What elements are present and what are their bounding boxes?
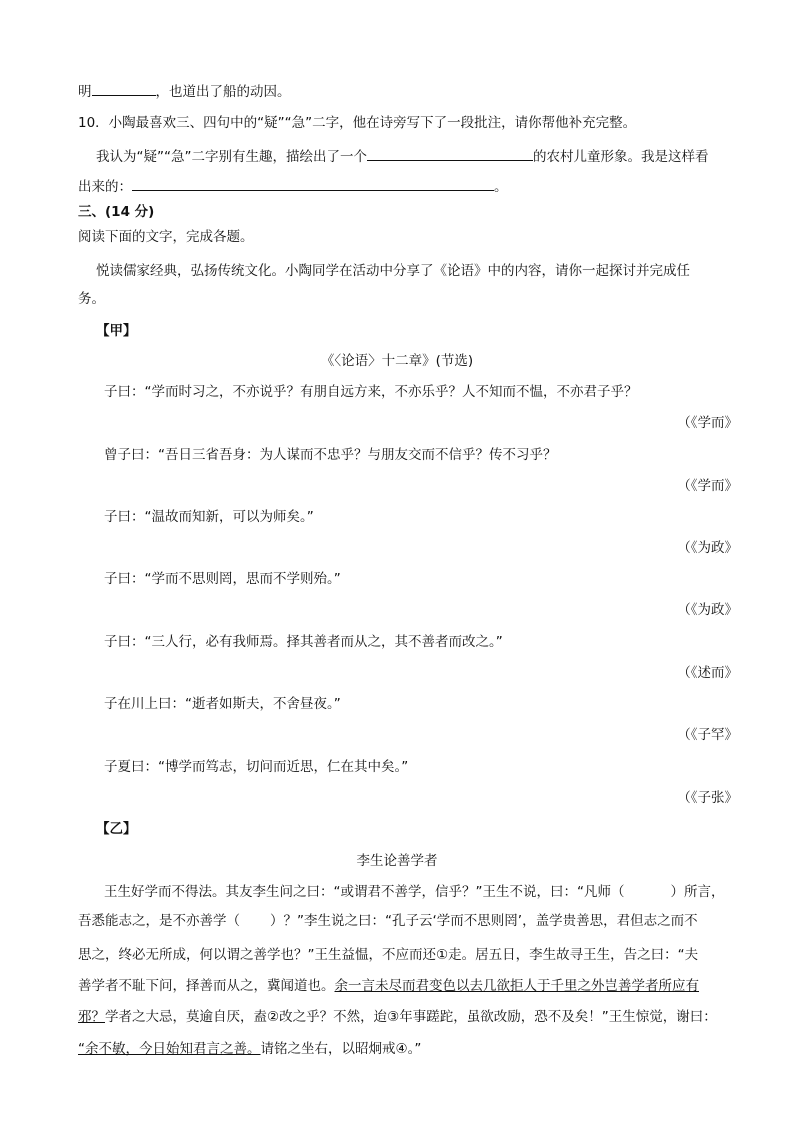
q10-line1-pre: 我认为“疑”“急”二字别有生趣，描绘出了一个: [96, 149, 367, 165]
q9-tail-pre: 明: [78, 84, 92, 100]
yi-line-1: [104, 883, 724, 901]
yi-line-4: [78, 977, 699, 995]
jia-entry-5: 子曰：“三人行，必有我师焉。择其善者而从之，其不善者而改之。”: [104, 634, 503, 650]
section3-instruction: 阅读下面的文字，完成各题。: [78, 229, 254, 245]
section3-intro-line2: 务。: [78, 291, 105, 307]
q10-line2-post: 。: [494, 179, 508, 195]
jia-title: 《〈论语〉十二章》(节选): [320, 353, 474, 369]
jia-entry-4: 子曰：“学而不思则罔，思而不学则殆。”: [104, 571, 341, 587]
q9-answer-blank[interactable]: [92, 81, 156, 96]
jia-source-6: （《子罕》: [677, 727, 738, 743]
jia-source-5: （《述而》: [677, 665, 738, 681]
yi-line-4-a: 善学者不耻下问，择善而从之，冀闻道也。: [78, 978, 335, 994]
yi-line-6: [78, 1040, 421, 1058]
jia-label: 【甲】: [96, 323, 137, 339]
jia-entry-3: 子曰：“温故而知新，可以为师矣。”: [104, 509, 314, 525]
section3-heading: 三、(14 分): [78, 204, 155, 220]
yi-underlined-sentence-1: 余一言未尽而君变色以去几欲拒人于千里之外岂善学者所应有: [334, 978, 699, 994]
q10-line1-post: 的农村儿童形象。我是这样看: [532, 149, 709, 165]
yi-line-5-b: 学者之大忌，莫逾自厌，盍②改之乎？不然，迨③年事蹉跎，虽欲改励，恐不及矣！”王生惊觉，谢曰：: [105, 1009, 717, 1025]
yi-line-2: [78, 912, 698, 930]
jia-entry-1: 子曰：“学而时习之，不亦说乎？有朋自远方来，不亦乐乎？人不知而不愠，不亦君子乎？: [104, 384, 638, 400]
yi-title: 李生论善学者: [356, 853, 438, 869]
section3-intro-line1: 悦读儒家经典，弘扬传统文化。小陶同学在活动中分享了《论语》中的内容，请你一起探讨并完成任: [96, 263, 690, 279]
yi-line-2-b: ）？”李生说之曰：“孔子云‘学而不思则罔’，盖学贵善思，君但志之而不: [270, 913, 698, 929]
yi-underlined-sentence-2: “余不敏，今日始知君言之善。: [78, 1041, 261, 1057]
jia-entry-7: 子夏曰：“博学而笃志，切问而近思，仁在其中矣。”: [104, 759, 409, 775]
jia-source-4: （《为政》: [677, 602, 738, 618]
jia-source-3: （《为政》: [677, 540, 738, 556]
yi-label: 【乙】: [96, 821, 137, 837]
yi-line-1-b: ）所言，: [670, 884, 725, 900]
q10-reason-blank[interactable]: [132, 176, 494, 191]
yi-line-6-b: 请铭之坐右，以昭炯戒④。”: [260, 1041, 422, 1057]
q10-image-blank[interactable]: [367, 146, 533, 161]
q10-line2: [78, 176, 508, 196]
yi-line-3: 思之，终必无所成，何以谓之善学也？”王生益愠，不应而还①走。居五日，李生故寻王生，告之曰：“夫: [78, 947, 699, 963]
q10-line1: [96, 146, 708, 166]
jia-entry-2: 曾子曰：“吾日三省吾身：为人谋而不忠乎？与朋友交而不信乎？传不习乎？: [104, 447, 557, 463]
jia-source-1: （《学而》: [677, 415, 738, 431]
q9-tail-post: ，也道出了船的动因。: [155, 84, 291, 100]
yi-line-5: [78, 1008, 717, 1026]
jia-entry-6: 子在川上曰：“逝者如斯夫，不舍昼夜。”: [104, 696, 341, 712]
jia-source-7: （《子张》: [677, 790, 738, 806]
q10-prompt: 10．小陶最喜欢三、四句中的“疑”“急”二字，他在诗旁写下了一段批注，请你帮他补充完整。: [78, 115, 637, 131]
jia-source-2: （《学而》: [677, 478, 738, 494]
yi-line-2-a: 吾悉能志之，是不亦善学（: [78, 913, 240, 929]
q10-line2-pre: 出来的：: [78, 179, 132, 195]
q9-tail-line: [78, 81, 291, 101]
yi-underlined-sentence-1-end: 邪？: [78, 1009, 105, 1025]
yi-line-1-a: 王生好学而不得法。其友李生问之曰：“或谓君不善学，信乎？”王生不说，曰：“凡师（: [104, 884, 625, 900]
